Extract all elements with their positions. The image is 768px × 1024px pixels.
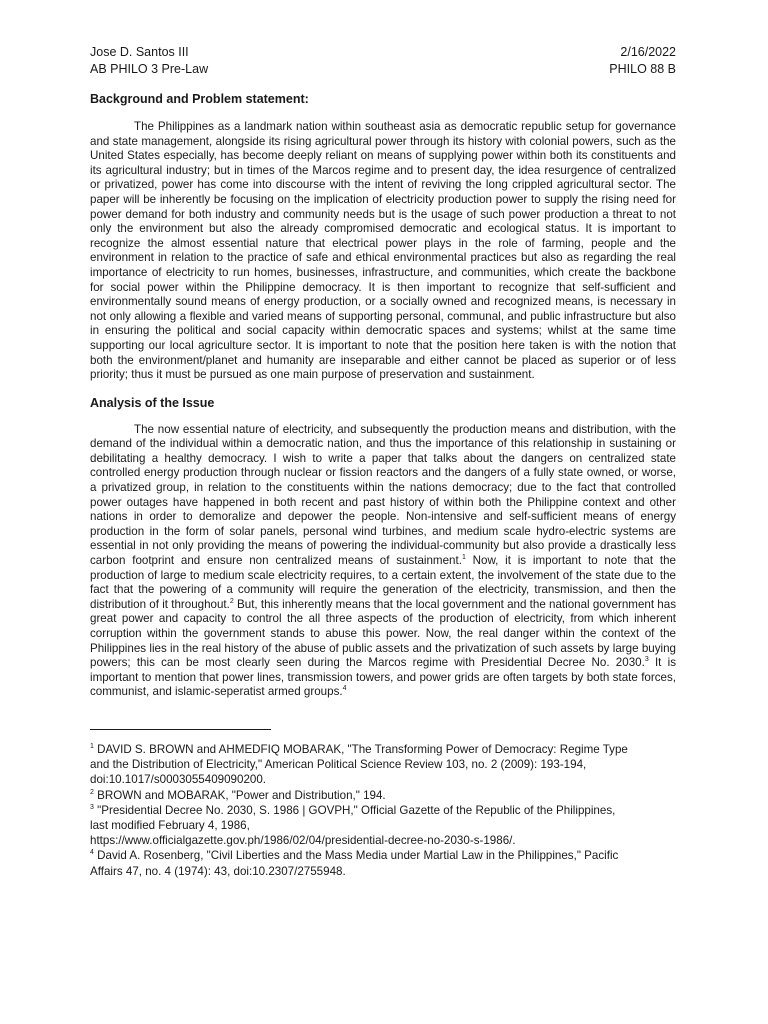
footnote-text: David A. Rosenberg, "Civil Liberties and the Mass Media under Martial Law in the Philippines," Pacific [93,849,619,863]
analysis-text-part-1: The now essential nature of electricity, and subsequently the production means and distribution, with the demand of the individual within a democratic nation, and thus the importance of this relationship in sustaining or debilitating a healthy democracy. I wish to write a paper that talks about the dangers on centralized state controlled energy production through nuclear or fission reactors and the dangers of a fully state owned, or worse, a privatized group, in relation to the constituents within the nations democracy; due to the fact that controlled power outages have happened in both recent and past history of within both the Philippine context and other nations in order to demoralize and depower the people. Non-intensive and self-sufficient means of energy production in the form of solar panels, personal wind turbines, and medium scale hydro-electric systems are essential in not only providing the means of powering the individual-community but also provide a drastically less carbon footprint and ensure non centralized means of sustainment. [90,422,676,568]
footnote-ref-1: 1 [461,554,466,562]
background-paragraph: The Philippines as a landmark nation within southeast asia as democratic republic setup for governance and state management, alongside its rising agricultural power through its history with colonial powers, such as the United States especially, has become deeply reliant on means of supplying power within both its constituents and its agricultural industry; but in times of the Marcos regime and to present day, the idea resurgence of centralized or privatized, power has come into discourse with the intent of reviving the long crippled agricultural sector. The paper will be inherently be focusing on the implication of electricity production power to supply the rising need for power demand for both industry and community needs but is the usage of such power production a threat to not only the environment but also the already compromised democratic and ecological status. It is important to recognize the almost essential nature that electrical power plays in the role of farming, people and the environment in relation to the practice of safe and ethical environmental practices but also as regarding the real importance of electricity to run homes, businesses, infrastructure, and communities, which create the backbone for social power within the Philippine democracy. It is then important to recognize that self-sufficient and environmentally sound means of energy production, or a socially owned and recognized means, is necessary in not only allowing a flexible and varied means of supporting personal, communal, and public infrastructure but also in ensuring the political and social capacity within democratic spaces and systems; whilst at the same time supporting our local agriculture sector. It is important to note that the position here taken is with the notion that both the environment/planet and humanity are inseparable and either cannot be placed as superior or of less priority; thus it must be pursued as one main purpose of preservation and sustainment. [90,120,676,382]
footnote-text: and the Distribution of Electricity," American Political Science Review 103, no. 2 (2009): 193-194, [90,758,587,772]
footnote-separator [90,729,271,730]
footnote-ref-3: 3 [644,656,649,664]
footnote-4 [90,848,676,878]
footnote-text: BROWN and MOBARAK, "Power and Distribution," 194. [93,788,386,802]
footnote-text: DAVID S. BROWN and AHMEDFIQ MOBARAK, "The Transforming Power of Democracy: Regime Type [93,742,628,756]
footnote-link[interactable]: https://www.officialgazette.gov.ph/1986/02/04/presidential-decree-no-2030-s-1986/. [90,834,516,848]
footnote-text: doi:10.1017/s0003055409090200. [90,773,267,787]
analysis-text-part-3: But, this inherently means that the local government and the national government has great power and capacity to control the all three aspects of the production of electricity, from which inherent corruption within the government stands to abuse this power. Now, the real danger within the context of the Philippines lies in the real history of the abuse of public assets and the privatization of such assets by large buying powers; this can be most clearly seen during the Marcos regime with Presidential Decree No. 2030. [90,597,677,670]
footnote-ref-2: 2 [229,597,234,605]
footnote-1 [90,742,676,788]
author-name: Jose D. Santos III [90,45,189,59]
footnote-text: Affairs 47, no. 4 (1974): 43, doi:10.2307/2755948. [90,864,346,878]
analysis-text-part-4: It is important to mention that power lines, transmission towers, and power grids are often targets by both state forces, communist, and islamic-seperatist armed groups. [90,656,676,699]
background-heading: Background and Problem statement: [90,92,309,106]
analysis-heading: Analysis of the Issue [90,395,215,410]
footnote-number: 1 [90,743,94,751]
analysis-paragraph [90,423,676,700]
footnote-number: 4 [90,849,94,857]
footnote-ref-4: 4 [342,685,347,693]
footnote-3 [90,803,676,849]
footnote-2 [90,788,676,803]
footnote-number: 2 [90,788,94,796]
footnote-text: last modified February 4, 1986, [90,818,250,832]
document-date: 2/16/2022 [620,45,676,59]
header-row-2 [90,61,676,78]
program-name: AB PHILO 3 Pre-Law [90,62,209,76]
document-page [90,44,676,879]
footnote-number: 3 [90,803,94,811]
footnote-text: "Presidential Decree No. 2030, S. 1986 | GOVPH," Official Gazette of the Republic of the Philippines, [93,803,616,817]
footnotes [90,742,676,879]
analysis-text-part-2: Now, it is important to note that the production of large to medium scale electricity requires, to a certain extent, the involvement of the state due to the fact that the powering of a community will require the generation of the electricity, transmission, and then the distribution of it throughout. [90,554,676,611]
header-row-1 [90,44,676,61]
course-code: PHILO 88 B [609,62,676,76]
